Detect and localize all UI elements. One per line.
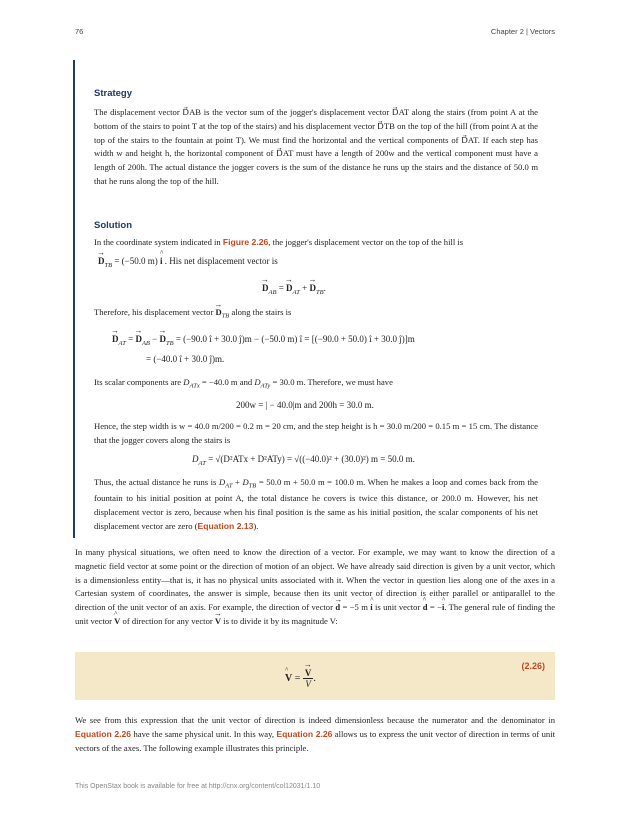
equation-dab: → $D_{AB}$ = → $D_{AT}$ + → $D_{TB}$. <box>262 283 326 296</box>
solution-paragraph-6: Thus, the actual distance he runs is $D_{AT} + D_{TB} = 50.0$ m + 50.0 m = 100.0 m. When he makes a loop and comes back from the fountain to his initial position at point A, the total distance he covers is twice this distance, or 200.0 m. However, his net displacement vector is zero, because when his final position is the same as his initial position, the scalar components of his net displacement vector are zero (Equation 2.13). <box>94 477 538 531</box>
equation-200w: 200w = | − 40.0|m and 200h = 30.0 m. <box>236 400 374 410</box>
solution-paragraph-3: Therefore, his displacement vector → $D_{TB}$ along the stairs is <box>94 306 538 322</box>
unit-vector-equation: ^ V = → $\frac{V}{V}$ . <box>285 668 316 689</box>
figure-link[interactable]: Figure 2.26 <box>222 237 269 247</box>
equation-dtb: → $D_{TB} = (-50.0$ m) ^ i . His net displacement vector is <box>98 256 278 269</box>
equation-number: (2.26) <box>521 661 545 671</box>
main-paragraph-1: In many physical situations, we often need to know the direction of a vector. For example, we may want to know the direction of a magnetic field vector at some point or the direction of motion of an object. We have already said direction is given by a unit vector, which is a dimensionless entity—that is, it has no physical units associated with it. When the vector in question lies along one of the axes in a Cartesian system of coordinates, the answer is simple, because then its unit vector of direction is either parallel or antiparallel to the direction of the unit vector of an axis. For example, the direction of vector → d = −5 m ^ i is unit vector ^ d = −^ i. The general rule of finding the unit vector ^ V of direction for any vector → V is to divide it by its magnitude V: <box>75 546 555 629</box>
main-paragraph-2: We see from this expression that the unit vector of direction is indeed dimensionless because the numerator and the denominator in Equation 2.26 have the same physical unit. In this way, Equation 2.26 allows us to express the unit vector of direction in terms of unit vectors of the axes. The following example illustrates this principle. <box>75 715 555 753</box>
solution-paragraph-4: Its scalar components are $D_{ATx} = -40.0$ m and $D_{ATy} = 30.0$ m. Therefore, we must have <box>94 377 393 390</box>
solution-paragraph-1: In the coordinate system indicated in Figure 2.26, the jogger's displacement vector on the top of the hill is <box>94 237 464 247</box>
equation-link-2-13[interactable]: Equation 2.13 <box>197 520 254 531</box>
solution-paragraph-5: Hence, the step width is w = 40.0 m/200 = 0.2 m = 20 cm, and the step height is h = 30.0 m/200 = 0.15 m = 15 cm. The distance that the jogger covers along the stairs is <box>94 421 538 445</box>
equation-dat-1: → $D_{AT}$ = → $D_{AB}$ − → $D_{TB} = (-90.0$ î + 30.0 ĵ)m − (−50.0 m) î = [(−90.0 + 50.0) î + 30.0 ĵ)]m <box>112 334 415 347</box>
footer: This OpenStax book is available for free at http://cnx.org/content/col12031/1.10 <box>75 783 321 790</box>
equation-link-2-26[interactable]: Equation 2.26 <box>75 728 132 739</box>
strategy-heading: Strategy <box>94 88 133 99</box>
equation-distance: $D_{AT} = √(D^2ATx + D^2ATy) = √((-40.0)^2 + (30.0)^2) m = 50.0$ m. <box>192 454 415 467</box>
equation-link-2-26-b[interactable]: Equation 2.26 <box>276 728 333 739</box>
page-number: 76 <box>75 27 84 36</box>
solution-heading: Solution <box>94 220 132 231</box>
equation-dat-2: = (−40.0 î + 30.0 ĵ)m. <box>146 354 225 364</box>
chapter-label: Chapter 2 | Vectors <box>490 27 555 36</box>
strategy-paragraph: The displacement vector D⃗AB is the vector sum of the jogger's displacement vector D⃗AT along the stairs (from point A at the bottom of the stairs to point T at the top of the stairs) and his displacement vector D⃗TB on the top of the hill (from point A at the top of the stairs to the fountain at point T). We must find the horizontal and the vertical components of D⃗AT. If each step has width w and height h, the horizontal component of D⃗AT must have a length of 200w and the vertical component must have a length of 200h. The actual distance the jogger covers is the sum of the distance he runs up the stairs and the distance of 50.0 m that he runs along the top of the hill. <box>94 107 538 186</box>
equation-box <box>75 652 555 700</box>
